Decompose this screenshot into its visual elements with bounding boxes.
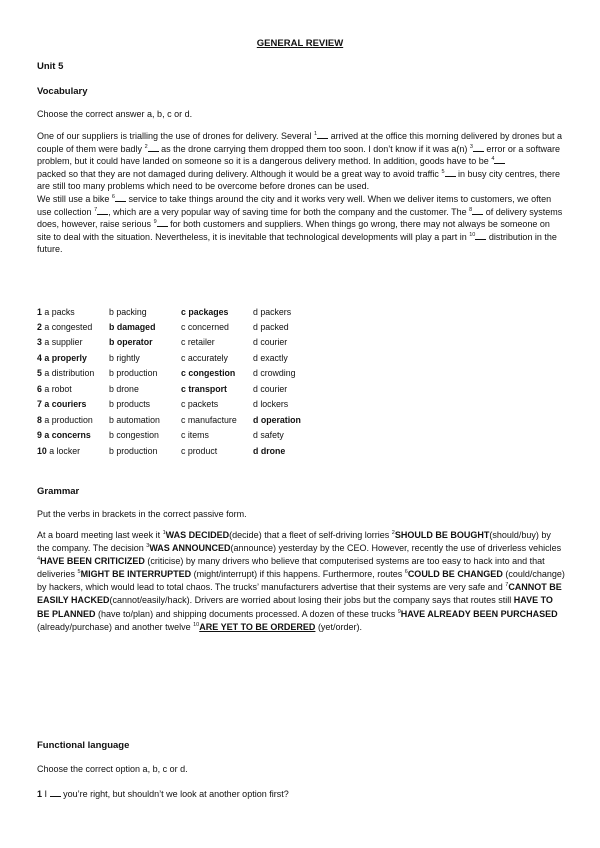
gap-5[interactable] xyxy=(445,168,456,177)
grammar-instruction: Put the verbs in brackets in the correct passive form. xyxy=(37,509,247,519)
functional-question-1: 1 I you’re right, but shouldn’t we look at another option first? xyxy=(37,789,289,799)
gap-3[interactable] xyxy=(473,143,484,152)
page-title: GENERAL REVIEW xyxy=(256,38,344,49)
unit-heading: Unit 5 xyxy=(37,61,64,72)
gap-2[interactable] xyxy=(148,143,159,152)
functional-instruction: Choose the correct option a, b, c or d. xyxy=(37,764,188,774)
gap-6[interactable] xyxy=(115,193,126,202)
gap-8[interactable] xyxy=(472,206,483,215)
gap-1[interactable] xyxy=(317,130,328,139)
vocabulary-heading: Vocabulary xyxy=(37,86,88,97)
vocabulary-passage: One of our suppliers is trialling the use of drones for delivery. Several $^1$ arrived at the office this morning delivered by drones but a couple of them were badly $^2$ as the drone carrying them dropped them too soon. I don’t know if it was a(n) $^3$ error or a software problem, but it could have landed on someone so it is a dangerous delivery method. In addition, goods have to be $^4$ packed so that they are not damaged during delivery. Although it would be a great way to avoid traffic $^5$ in busy city centres, there are still too many problems which need to be overcome before drones can be used. We still use a bike $^6$ service to take things around the city and it works very well. When we deliver items to customers, we often use collection $^7$ , which are a very popular way of saving time for both the company and the customer. The $^8$ of delivery systems does, however, raise serious $^9$ for both customers and suppliers. When things go wrong, there may not always be someone on site to deal with the situation. Nevertheless, it is inevitable that technological developments will play a part in $^{10}$ distribution in the future. xyxy=(37,131,563,255)
functional-heading: Functional language xyxy=(37,740,130,751)
gap-9[interactable] xyxy=(157,218,168,227)
gap-4[interactable] xyxy=(494,155,505,164)
gap-7[interactable] xyxy=(97,206,108,215)
vocabulary-instruction: Choose the correct answer a, b, c or d. xyxy=(37,109,193,119)
gap-functional-1[interactable] xyxy=(50,788,61,797)
grammar-passage: At a board meeting last week it $^1$WAS DECIDED(decide) that a fleet of self-driving lorries $^2$SHOULD BE BOUGHT(should/buy) by the company. The decision $^3$WAS ANNOUNCED(announce) yesterday by the CEO. However, recently the use of driverless vehicles $^4$HAVE BEEN CRITICIZED (criticise) by many drivers who believe that computerised systems are too easy to hack into and that deliveries $^5$MIGHT BE INTERRUPTED (might/interrupt) if this happens. Furthermore, routes $^6$COULD BE CHANGED (could/change) by hackers, which would lead to total chaos. The trucks’ manufacturers advertise that their systems are very safe and $^7$CANNOT BE EASILY HACKED(cannot/easily/hack). Drivers are worried about losing their jobs but the company says that routes still HAVE TO BE PLANNED (have to/plan) and shipping documents processed. A dozen of these trucks $^9$HAVE ALREADY BEEN PURCHASED (already/purchase) and another twelve $^{10}$ARE YET TO BE ORDERED (yet/order). xyxy=(37,530,565,632)
grammar-heading: Grammar xyxy=(37,486,80,497)
gap-10[interactable] xyxy=(475,231,486,240)
document-page: GENERAL REVIEW Unit 5 Vocabulary Choose the correct answer a, b, c or d. One of our suppliers is trialling the use of drones for delivery. Several $^1$ arrived at the office this morning delivered by drones but a couple of them were badly $^2$ as the drone carrying them dropped them too soon. I don’t know if it was a(n) $^3$ error or a software problem, but it could have landed on someone so it is a dangerous delivery method. In addition, goods have to be $^4$ packed so that they are not damaged during delivery. Although it would be a great way to avoid traffic $^5$ in busy city centres, there are still too many problems which need to be overcome before drones can be used. We still use a bike $^6$ service to take things around the city and it works very well. When we deliver items to customers, we often use collection $^7$ , which are a very popular way of saving time for both the company and the customer. The $^8$ of delivery systems does, however, raise serious $^9$ for both customers and suppliers. When things go wrong, there may not always be someone on site to deal with the situation. Nevertheless, it is inevitable that technological developments will play a part in $^{10}$ distribution in the future. 1 a packs b packing c packages d packers 2 a congested b damaged c concerned d packed 3 a supplier b operator c retailer d courier 4 a properly b rightly c accurately d exactly 5 a distribution b production c congestion d crowding 6 a robot b drone c transport d courier 7 a couriers b products c packets d lockers 8 a production b automation c manufacture d operation 9 a concerns b congestion c items d safety 10 a locker b production c product d drone Grammar Put the verbs in brackets in the correct passive form. At a board meeting last week it $^1$WAS DECIDED(decide) that a fleet of self-driving lorries $^2$SHOULD BE BOUGHT(should/buy) by the company. The decision $^3$WAS ANNOUNCED(announce) yesterday by the CEO. However, recently the use of driverless vehicles $^4$HAVE BEEN CRITICIZED (criticise) by many drivers who believe that computerised systems are too easy to hack into and that deliveries $^5$MIGHT BE INTERRUPTED (might/interrupt) if this happens. Furthermore, routes $^6$COULD BE CHANGED (could/change) by hackers, which would lead to total chaos. The trucks’ manufacturers advertise that their systems are very safe and $^7$CANNOT BE EASILY HACKED(cannot/easily/hack). Drivers are worried about losing their jobs but the company says that routes still HAVE TO BE PLANNED (have to/plan) and shipping documents processed. A dozen of these trucks $^9$HAVE ALREADY BEEN PURCHASED (already/purchase) and another twelve $^{10}$ARE YET TO BE ORDERED (yet/order). Functional language Choose the correct option a, b, c or d. 1 I you’re right, but shouldn’t we look at another option first? xyxy=(0,0,600,848)
